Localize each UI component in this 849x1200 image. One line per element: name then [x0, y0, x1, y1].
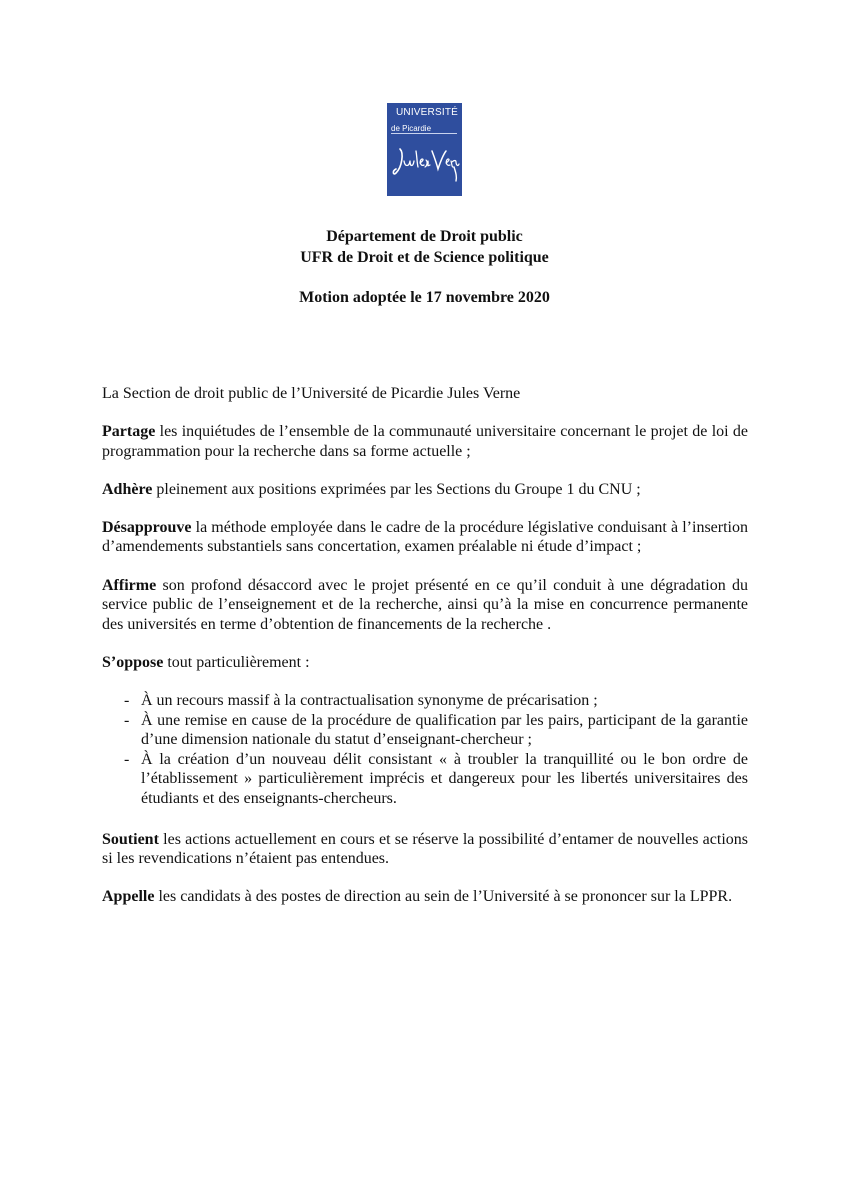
- paragraph-text: les candidats à des postes de direction au sein de l’Université à se prononcer sur la LPPR.: [154, 888, 733, 906]
- paragraph-verb: S’oppose: [102, 653, 164, 671]
- paragraph-desapprouve: [102, 518, 748, 557]
- university-logo: [387, 103, 462, 196]
- paragraph-verb: Appelle: [102, 888, 155, 906]
- list-bullet: -: [124, 750, 130, 768]
- jules-verne-signature-icon: [390, 143, 460, 183]
- list-item: [102, 711, 748, 750]
- paragraph-text: pleinement aux positions exprimées par les Sections du Groupe 1 du CNU ;: [152, 480, 641, 498]
- paragraph-text: son profond désaccord avec le projet présenté en ce qu’il conduit à une dégradation du service public de l’enseignement et de la recherche, ainsi qu’à la mise en concurrence permanente des universités en terme d’obtention de financements de la recherche .: [102, 576, 748, 633]
- paragraph-appelle: [102, 887, 748, 907]
- paragraph-verb: Soutient: [102, 830, 159, 848]
- oppose-list: [102, 691, 748, 809]
- paragraph-text: tout particulièrement :: [163, 653, 310, 671]
- paragraph-verb: Partage: [102, 423, 156, 441]
- logo-divider: [391, 133, 457, 134]
- paragraph-partage: [102, 422, 748, 461]
- intro-paragraph: La Section de droit public de l’Université de Picardie Jules Verne: [102, 385, 521, 402]
- motion-body: [102, 384, 748, 925]
- paragraph-affirme: [102, 576, 748, 635]
- paragraph-text: les actions actuellement en cours et se réserve la possibilité d’entamer de nouvelles actions si les revendications n’étaient pas entendues.: [102, 830, 748, 868]
- logo-subtitle-text: de Picardie: [391, 124, 432, 133]
- list-bullet: -: [124, 691, 130, 709]
- list-item-text: À la création d’un nouveau délit consistant « à troubler la tranquillité ou le bon ordre de l’établissement » particulièrement imprécis et dangereux pour les libertés universitaires des étudiants et des enseignants-chercheurs.: [141, 750, 748, 807]
- list-bullet: -: [124, 711, 130, 729]
- motion-title: Motion adoptée le 17 novembre 2020: [299, 289, 550, 306]
- paragraph-text: la méthode employée dans le cadre de la procédure législative conduisant à l’insertion d’amendements substantiels sans concertation, examen préalable ni étude d’impact ;: [102, 518, 748, 556]
- logo-university-text: UNIVERSITÉ: [395, 107, 458, 118]
- paragraph-adhere: [102, 480, 748, 500]
- ufr-title: UFR de Droit et de Science politique: [300, 249, 549, 266]
- list-item-text: À une remise en cause de la procédure de qualification par les pairs, participant de la garantie d’une dimension nationale du statut d’enseignant-chercheur ;: [141, 711, 748, 749]
- paragraph-verb: Adhère: [102, 480, 153, 498]
- paragraph-text: les inquiétudes de l’ensemble de la communauté universitaire concernant le projet de loi de programmation pour la recherche dans sa forme actuelle ;: [102, 423, 748, 460]
- paragraph-oppose: [102, 653, 748, 673]
- list-item: [102, 750, 748, 809]
- paragraph-soutient: [102, 830, 748, 869]
- list-item: [102, 691, 748, 711]
- department-title: Département de Droit public: [326, 228, 523, 245]
- list-item-text: À un recours massif à la contractualisation synonyme de précarisation ;: [141, 691, 598, 709]
- paragraph-verb: Désapprouve: [102, 518, 192, 536]
- paragraph-verb: Affirme: [102, 576, 157, 594]
